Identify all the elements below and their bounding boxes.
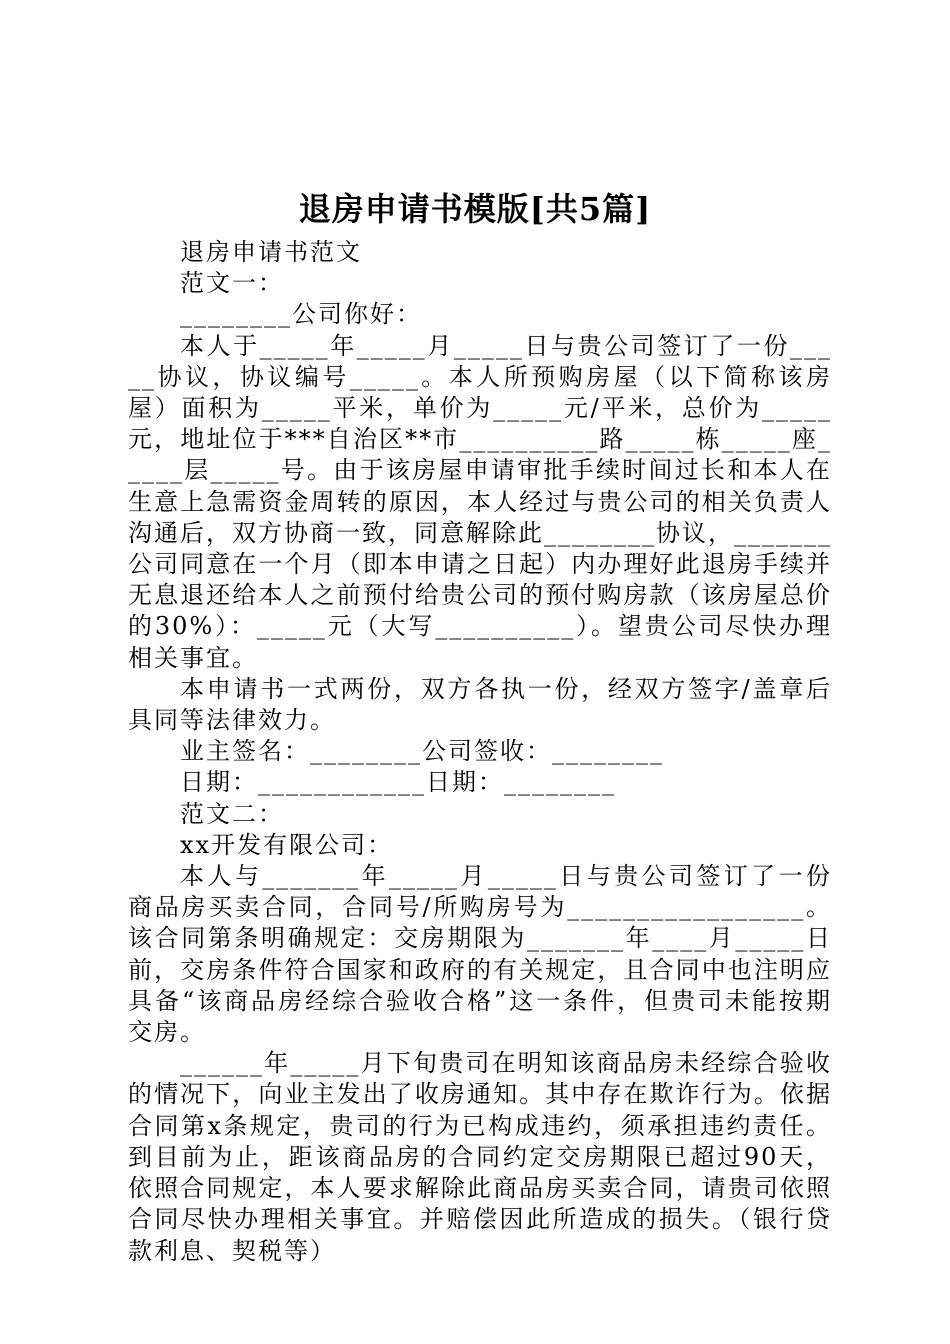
paragraph-legal-effect: 本申请书一式两份，双方各执一份，经双方签字/盖章后具同等法律效力。 — [128, 674, 832, 735]
salutation-developer: xx开发有限公司： — [180, 830, 394, 859]
paragraph-agreement-details: 本人于_____年_____月_____日与贵公司签订了一份_____协议，协议编号_____。本人所预购房屋（以下简称该房屋）面积为_____平米，单价为_____元/平米，总价为_____元，地址位于***自治区**市__________路_____栋_____座_____层_____号。由于该房屋申请审批手续时间过长和本人在生意上急需资金周转的原因，本人经过与贵公司的相关负责人沟通后，双方协商一致，同意解除此________协议，_______公司同意在一个月（即本申请之日起）内办理好此退房手续并无息退还给本人之前预付给贵公司的预付购房款（该房屋总价的30%）：_____元（大写__________）。望贵公司尽快办理相关事宜。 — [128, 331, 832, 672]
heading-sample-two: 范文二： — [180, 799, 284, 828]
signature-line: 业主签名：________公司签收：________ — [180, 737, 664, 766]
heading-sample-essays: 退房申请书范文 — [180, 238, 362, 266]
paragraph-breach-claim: ______年_____月下旬贵司在明知该商品房未经综合验收的情况下，向业主发出了收房通知。其中存在欺诈行为。依据合同第x条规定，贵司的行为已构成违约，须承担违约责任。到目前为止，距该商品房的合同约定交房期限已超过90天，依照合同规定，本人要求解除此商品房买卖合同，请贵司依照合同尽快办理相关事宜。并赔偿因此所造成的损失。（银行贷款利息、契税等） — [128, 1049, 832, 1265]
document-title: 退房申请书模版[共5篇] — [298, 190, 652, 228]
date-line: 日期：____________日期：________ — [180, 768, 616, 797]
salutation-company: ________公司你好： — [180, 300, 422, 329]
heading-sample-one: 范文一： — [180, 269, 284, 298]
paragraph-contract-terms: 本人与_______年_____月_____日与贵公司签订了一份商品房买卖合同，合同号/所购房号为_________________。该合同第条明确规定：交房期限为_______年____月_____日前，交房条件符合国家和政府的有关规定，且合同中也注明应具备“该商品房经综合验收合格”这一条件，但贵司未能按期交房。 — [128, 862, 832, 1047]
document-body — [128, 237, 832, 1267]
